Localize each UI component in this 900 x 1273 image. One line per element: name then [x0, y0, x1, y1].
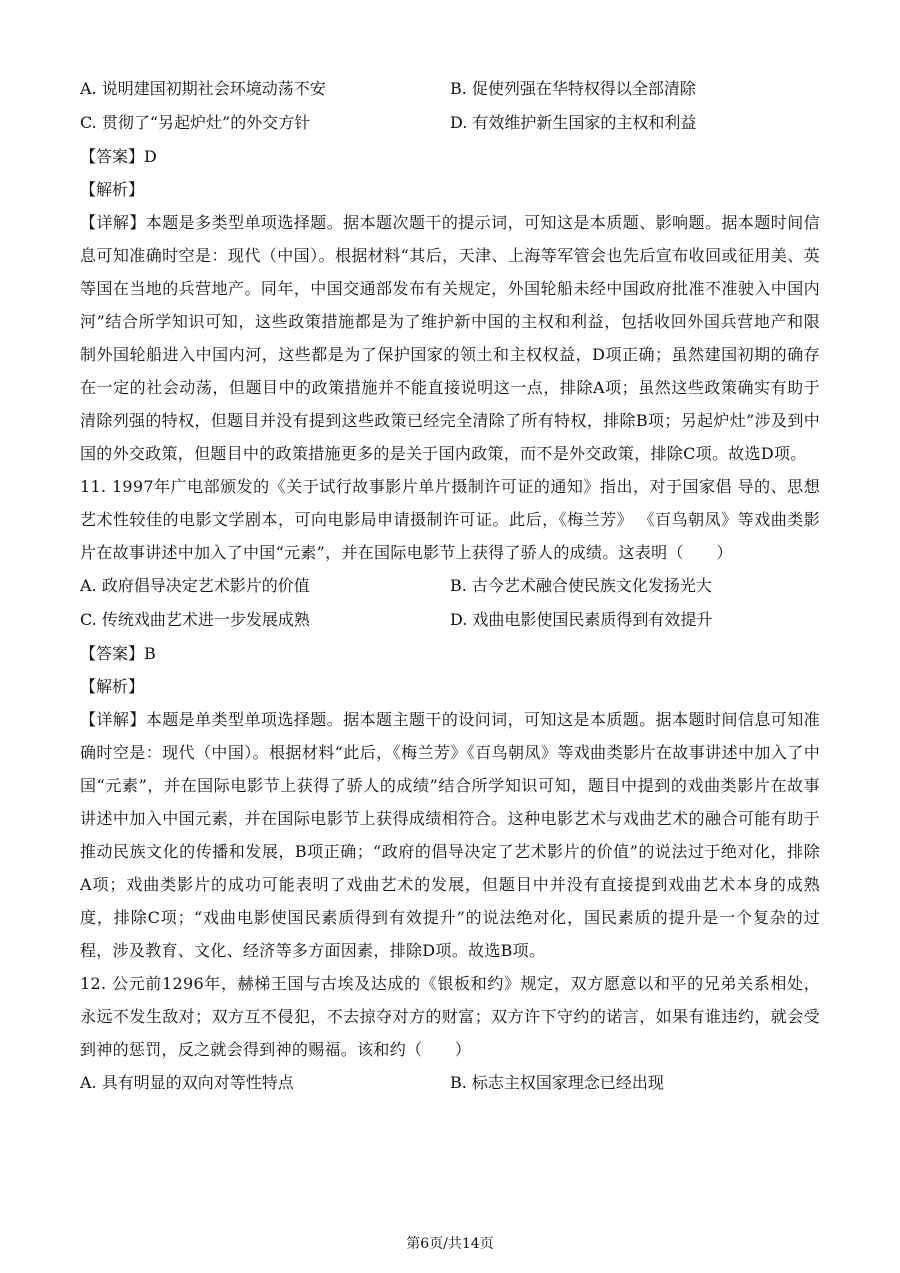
q12-stem: 12. 公元前1296年，赫梯王国与古埃及达成的《银板和约》规定，双方愿意以和平的兄弟关系相处，永远不发生敌对；双方互不侵犯，不去掠夺对方的财富；双方许下守约的诺言，如果有谁违约，就会受到神的惩罚，反之就会得到神的赐福。该和约（ ） [80, 974, 820, 1059]
page-content [80, 72, 820, 1100]
q10-options-row-2 [80, 106, 820, 140]
q11-option-c: C. 传统戏曲艺术进一步发展成熟 [80, 610, 310, 629]
q11-detail: 【详解】本题是单类型单项选择题。据本题主题干的设问词，可知这是本质题。据本题时间信息可知准确时空是：现代（中国）。根据材料“此后，《梅兰芳》《百鸟朝凤》等戏曲类影片在故事讲述中加入了中国“元素”，并在国际电影节上获得了骄人的成绩”结合所学知识可知，题目中提到的戏曲类影片在故事讲述中加入中国元素，并在国际电影节上获得成绩相符合。这种电影艺术与戏曲艺术的融合可能有助于推动民族文化的传播和发展，B项正确；“政府的倡导决定了艺术影片的价值”的说法过于绝对化，排除A项；戏曲类影片的成功可能表明了戏曲艺术的发展，但题目中并没有直接提到戏曲艺术本身的成熟度，排除C项；“戏曲电影使国民素质得到有效提升”的说法绝对化，国民素质的提升是一个复杂的过程，涉及教育、文化、经济等多方面因素，排除D项。故选B项。 [80, 710, 820, 960]
q10-analysis-label: 【解析】 [80, 180, 145, 199]
q12-option-b: B. 标志主权国家理念已经出现 [450, 1073, 664, 1092]
q10-option-a: A. 说明建国初期社会环境动荡不安 [80, 79, 326, 98]
page-number-footer: 第6页/共14页 [406, 1236, 494, 1252]
q11-option-d: D. 戏曲电影使国民素质得到有效提升 [450, 610, 713, 629]
q11-options-row-2 [80, 603, 820, 637]
q12-option-a: A. 具有明显的双向对等性特点 [80, 1073, 294, 1092]
q12-options-row-1 [80, 1066, 820, 1100]
q10-option-d: D. 有效维护新生国家的主权和利益 [450, 113, 697, 132]
q11-stem: 11. 1997年广电部颁发的《关于试行故事影片单片摄制许可证的通知》指出，对于国家倡 导的、思想艺术性较佳的电影文学剧本，可向电影局申请摄制许可证。此后，《梅兰芳》 《百鸟朝凤》等戏曲类影片在故事讲述中加入了中国“元素”，并在国际电影节上获得了骄人的成绩。这表明（ ） [80, 477, 820, 562]
q10-option-c: C. 贯彻了“另起炉灶”的外交方针 [80, 113, 311, 132]
q11-answer: 【答案】B [80, 644, 156, 663]
q10-answer: 【答案】D [80, 147, 157, 166]
q11-analysis-label: 【解析】 [80, 677, 145, 696]
q11-option-a: A. 政府倡导决定艺术影片的价值 [80, 576, 310, 595]
q10-options-row-1 [80, 72, 820, 106]
q11-options-row-1 [80, 569, 820, 603]
q10-detail: 【详解】本题是多类型单项选择题。据本题次题干的提示词，可知这是本质题、影响题。据本题时间信息可知准确时空是：现代（中国）。根据材料“其后，天津、上海等军管会也先后宣布收回或征用美、英等国在当地的兵营地产。同年，中国交通部发布有关规定，外国轮船未经中国政府批准不准驶入中国内河”结合所学知识可知，这些政策措施都是为了维护新中国的主权和利益，包括收回外国兵营地产和限制外国轮船进入中国内河，这些都是为了保护国家的领土和主权权益，D项正确；虽然建国初期的确存在一定的社会动荡，但题目中的政策措施并不能直接说明这一点，排除A项；虽然这些政策确实有助于清除列强的特权，但题目并没有提到这些政策已经完全清除了所有特权，排除B项；另起炉灶”涉及到中国的外交政策，但题目中的政策措施更多的是关于国内政策，而不是外交政策，排除C项。故选D项。 [80, 213, 820, 463]
q11-option-b: B. 古今艺术融合使民族文化发扬光大 [450, 576, 712, 595]
q10-option-b: B. 促使列强在华特权得以全部清除 [450, 79, 696, 98]
